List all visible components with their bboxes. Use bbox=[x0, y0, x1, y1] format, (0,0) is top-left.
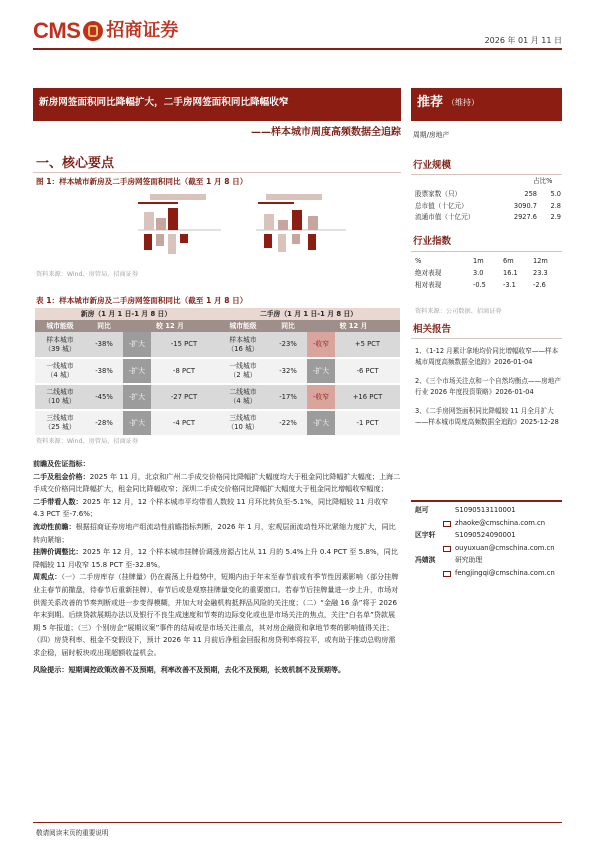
lead-indicators-title: 前瞻及佐证指标： bbox=[33, 459, 90, 468]
analyst-rule bbox=[411, 500, 562, 502]
section-rule bbox=[33, 172, 401, 173]
para-head: 二手带看人数： bbox=[33, 496, 83, 506]
col-yoy: 同比 bbox=[85, 320, 123, 332]
cell-yoy: -38% bbox=[85, 332, 123, 358]
cell-city: 三线城市 （10 城） bbox=[217, 410, 269, 436]
logo-emblem-icon bbox=[83, 21, 103, 41]
table-source: 资料来源：Wind、房管局、招商证券 bbox=[36, 438, 139, 445]
analyst-card bbox=[415, 555, 561, 579]
report-subtitle: ——样本城市周度高频数据全追踪 bbox=[251, 127, 401, 138]
email-icon bbox=[443, 521, 451, 527]
index-row bbox=[415, 281, 563, 290]
analyst-email[interactable]: fengjingqi@cmschina.com.cn bbox=[455, 569, 555, 577]
rating-sub: （维持） bbox=[447, 98, 479, 107]
table-row bbox=[35, 358, 400, 384]
cell-yoy: -32% bbox=[269, 358, 307, 384]
cell-tag: -扩大 bbox=[307, 410, 335, 436]
index-col: 12m bbox=[533, 257, 548, 265]
cell-yoy: -22% bbox=[269, 410, 307, 436]
index-label: 相对表现 bbox=[415, 281, 442, 289]
cell-city: 二线城市 （4 城） bbox=[217, 384, 269, 410]
report-link[interactable]: 3、《二手房网签面积同比降幅较 11 月全月扩大——样本城市周度高频数据全追踪》2025-12-28 bbox=[415, 407, 559, 426]
index-rule bbox=[411, 251, 562, 252]
index-1m: -0.5 bbox=[473, 281, 486, 289]
cell-vs: -6 PCT bbox=[335, 358, 400, 384]
index-12m: 23.3 bbox=[533, 269, 548, 277]
table-row bbox=[35, 332, 400, 358]
cell-vs: -4 PCT bbox=[151, 410, 217, 436]
table-1 bbox=[35, 308, 400, 437]
header-rule bbox=[33, 48, 562, 50]
report-link[interactable]: 1、《1-12 月累计拿地均价同比增幅收窄——样本城市周度高频数据全追踪》2026-01-04 bbox=[415, 347, 559, 366]
cell-tag: -扩大 bbox=[123, 410, 151, 436]
analyst-name: 区宇轩 bbox=[415, 531, 436, 539]
table-row bbox=[35, 384, 400, 410]
scale-value: 3090.7 bbox=[513, 201, 537, 210]
analyst-card bbox=[415, 505, 561, 529]
chart-left bbox=[138, 194, 221, 254]
scale-label: 总市值（十亿元） bbox=[415, 201, 468, 210]
col-vs12-2: 较 12 月 bbox=[307, 320, 400, 332]
paragraph-price bbox=[33, 471, 401, 496]
analyst-name: 冯婧淇 bbox=[415, 556, 436, 564]
body-text bbox=[33, 458, 401, 676]
chart-right bbox=[256, 194, 346, 252]
paragraph-risk bbox=[33, 664, 401, 677]
paragraph-visits bbox=[33, 496, 401, 521]
index-col: 1m bbox=[473, 257, 484, 265]
email-icon bbox=[443, 571, 451, 577]
table-group-new: 新房（1 月 1 日-1 月 8 日） bbox=[35, 308, 217, 320]
col-city-2: 城市能级 bbox=[217, 320, 269, 332]
analyst-email[interactable]: ouyuxuan@cmschina.com.cn bbox=[455, 544, 555, 552]
index-6m: 16.1 bbox=[503, 269, 518, 277]
para-text: 2025 年 12 月，12 个样本城市平均带看人数较 11 月环比转负至-5.1%，同比降幅较 11 月收窄 4.3 PCT 至-7.6%； bbox=[33, 496, 389, 519]
reports-title: 相关报告 bbox=[413, 324, 452, 335]
scale-col-header: 占比% bbox=[533, 177, 553, 185]
cell-tag: -收窄 bbox=[307, 384, 335, 410]
title-bar bbox=[33, 88, 401, 121]
scale-label: 流通市值（十亿元） bbox=[415, 213, 475, 221]
cell-yoy: -28% bbox=[85, 410, 123, 436]
cell-vs: +16 PCT bbox=[335, 384, 400, 410]
cell-city: 样本城市 （39 城） bbox=[35, 332, 85, 358]
cell-yoy: -17% bbox=[269, 384, 307, 410]
section-heading: 一、核心要点 bbox=[36, 156, 115, 171]
cell-tag: -扩大 bbox=[307, 358, 335, 384]
para-text: 2025 年 12 月，12 个样本城市挂牌价调涨房源占比从 11 月的 5.4%上升 0.4 PCT 至 5.8%，同比降幅较 11 月收窄 15.8 PCT 至-32.8%。 bbox=[33, 547, 398, 569]
email-icon bbox=[443, 546, 451, 552]
footer-rule bbox=[33, 822, 562, 823]
figure-source: 资料来源：Wind、房管局、招商证券 bbox=[36, 271, 139, 278]
risk-head: 风险提示： bbox=[33, 664, 69, 674]
cell-vs: -8 PCT bbox=[151, 358, 217, 384]
scale-row bbox=[415, 213, 563, 222]
scale-share: 2.8 bbox=[550, 201, 561, 210]
rating-bar bbox=[411, 88, 562, 121]
cell-yoy: -38% bbox=[85, 358, 123, 384]
cell-city: 一线城市 （2 城） bbox=[217, 358, 269, 384]
cell-tag: -扩大 bbox=[123, 358, 151, 384]
scale-value: 2927.6 bbox=[513, 213, 537, 221]
para-head: 周观点： bbox=[33, 572, 62, 582]
cell-city: 二线城市 （10 城） bbox=[35, 384, 85, 410]
risk-text: 短期调控政策改善不及预期，利率改善不及预期，去化不及预期，长效机制不及预期等。 bbox=[68, 664, 346, 674]
paragraph-liquidity bbox=[33, 521, 401, 546]
scale-value: 258 bbox=[524, 190, 537, 198]
paragraph-listing bbox=[33, 546, 401, 571]
col-city: 城市能级 bbox=[35, 320, 85, 332]
scale-rule bbox=[411, 174, 562, 175]
index-label: 绝对表现 bbox=[415, 269, 442, 277]
para-head: 流动性前瞻： bbox=[33, 521, 76, 531]
rating-label: 推荐 bbox=[417, 95, 444, 110]
cell-city: 三线城市 （25 城） bbox=[35, 410, 85, 436]
table-group-second: 二手房（1 月 1 日-1 月 8 日） bbox=[217, 308, 400, 320]
scale-share: 2.9 bbox=[550, 213, 561, 221]
report-date: 2026 年 01 月 11 日 bbox=[484, 36, 562, 45]
logo-cms: CMS bbox=[33, 17, 81, 43]
logo-cn: 招商证券 bbox=[106, 20, 179, 42]
figure-1 bbox=[96, 190, 366, 266]
report-title: 新房网签面积同比降幅扩大，二手房网签面积同比降幅收窄 bbox=[39, 97, 289, 108]
cell-vs: -1 PCT bbox=[335, 410, 400, 436]
index-col: % bbox=[415, 257, 422, 265]
cell-yoy: -45% bbox=[85, 384, 123, 410]
scale-row bbox=[415, 190, 563, 199]
cell-tag: -收窄 bbox=[307, 332, 335, 358]
cell-tag: -扩大 bbox=[123, 384, 151, 410]
index-1m: 3.0 bbox=[473, 269, 484, 277]
para-head: 挂牌价调整比： bbox=[33, 547, 83, 557]
cell-vs: -27 PCT bbox=[151, 384, 217, 410]
cell-tag: -扩大 bbox=[123, 332, 151, 358]
cell-vs: +5 PCT bbox=[335, 332, 400, 358]
scale-share: 5.0 bbox=[550, 190, 561, 198]
index-row bbox=[415, 269, 563, 278]
col-vs12: 较 12 月 bbox=[123, 320, 217, 332]
para-text: 2025 年 11 月，北京和广州二手成交价格同比降幅扩大幅度均大于租金同比降幅扩大幅度；上海二手成交价格同比降幅扩大，租金同比降幅收窄；深圳二手成交价格同比降幅扩大幅度大于租金同比增幅收窄幅度； bbox=[33, 471, 401, 494]
footer-note: 敬请阅读末页的重要说明 bbox=[36, 829, 109, 837]
analyst-card bbox=[415, 530, 561, 554]
scale-title: 行业规模 bbox=[413, 160, 452, 171]
reports-list bbox=[415, 346, 561, 436]
index-header-row bbox=[415, 257, 563, 266]
index-12m: -2.6 bbox=[533, 281, 546, 289]
table-caption: 表 1：样本城市新房及二手房网签面积同比（截至 1 月 8 日） bbox=[36, 296, 248, 305]
index-col: 6m bbox=[503, 257, 514, 265]
paragraph-view bbox=[33, 571, 401, 659]
para-head: 二手及租金价格： bbox=[33, 471, 90, 481]
reports-rule bbox=[411, 338, 562, 339]
analyst-role: 研究助理 bbox=[455, 556, 483, 564]
index-source: 资料来源：公司数据、招商证券 bbox=[415, 308, 502, 315]
analyst-email[interactable]: zhaoke@cmschina.com.cn bbox=[455, 519, 546, 527]
cell-vs: -15 PCT bbox=[151, 332, 217, 358]
scale-label: 股票家数（只） bbox=[415, 190, 462, 198]
cell-city: 一线城市 （4 城） bbox=[35, 358, 85, 384]
index-6m: -3.1 bbox=[503, 281, 516, 289]
cell-city: 样本城市 （16 城） bbox=[217, 332, 269, 358]
cell-yoy: -23% bbox=[269, 332, 307, 358]
report-link[interactable]: 2、《三个市场关注点和一个自然均衡点——房地产行业 2026 年度投资策略》2026-01-04 bbox=[415, 377, 561, 396]
figure-1-svg bbox=[96, 190, 366, 266]
para-text: （一）二手房库存（挂牌量）仍在震荡上升趋势中，短期内由于年末至春节前或有季节性因素影响（部分挂牌业主春节前撤盘，待春节后重新挂牌），春节后或是观察挂牌量变化的重要窗口。若春节后挂牌量进一步上升，市场对供需关系改善的节奏判断或进一步变得模糊，并加大对金融机构抵押品风险的关注度；（二）“金融 16 条”将于 2026 年末到期。后续贷款展期办法以及银行不良生成速度和节奏的边际变化或也是市场关注的焦点，关注“白名单”贷款展期 5 年报道；（三）个别房企“展期议案”事件的结局或是市场关注重点，其对房企融资和拿地节奏的影响值得关注；（四）房贷利率、租金不变假设下，预计 2026 年 11 月前后净租金回报和房贷利率将拉平，或有助于推动总购房需求企稳，届时板块或出现超额收益机会。 bbox=[33, 572, 399, 657]
index-title: 行业指数 bbox=[413, 236, 452, 247]
scale-row bbox=[415, 202, 563, 211]
analyst-id: S1090524090001 bbox=[455, 531, 516, 539]
logo bbox=[33, 16, 178, 46]
analyst-name: 赵可 bbox=[415, 506, 429, 514]
analyst-id: S1090513110001 bbox=[455, 506, 516, 514]
col-yoy-2: 同比 bbox=[269, 320, 307, 332]
figure-caption: 图 1：样本城市新房及二手房网签面积同比（截至 1 月 8 日） bbox=[36, 177, 248, 186]
table-row bbox=[35, 410, 400, 436]
para-text: 根据招商证券房地产组流动性前瞻指标判断，2026 年 1 月，宏观层面流动性环比紧缩力度扩大，同比转向紧缩； bbox=[33, 521, 396, 544]
rating-category: 周期/房地产 bbox=[413, 131, 450, 139]
